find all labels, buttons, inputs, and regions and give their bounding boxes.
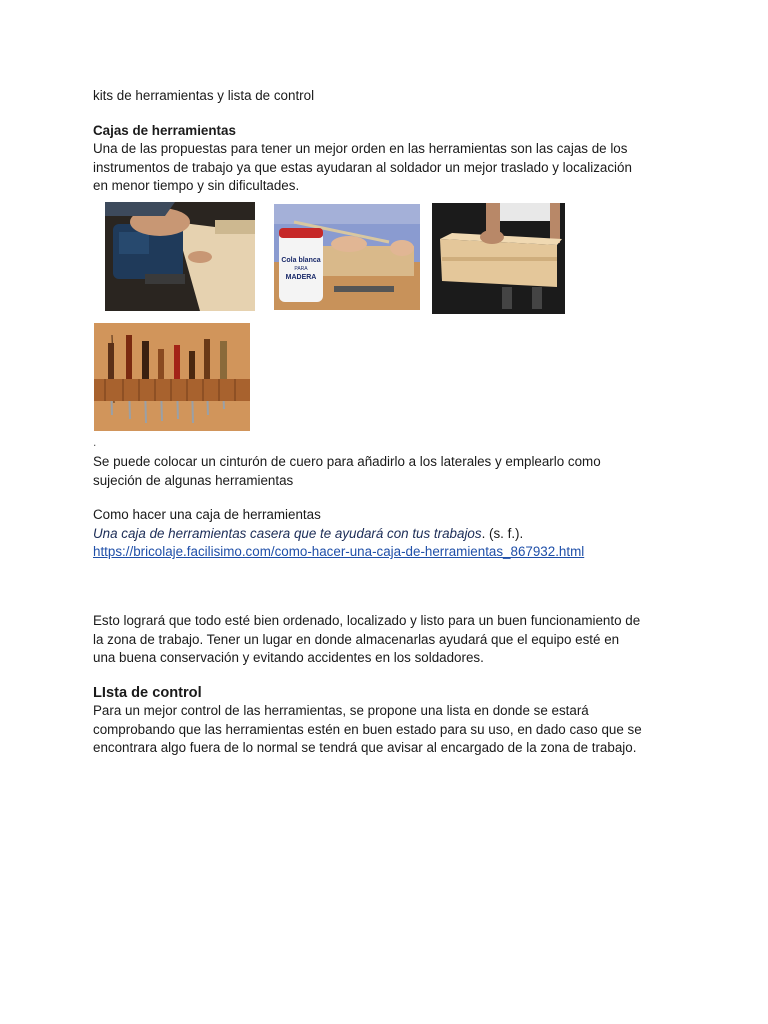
reference-intro: Como hacer una caja de herramientas [93,507,321,522]
paragraph-line: comprobando que las herramientas estén en buen estado para su uso, en dado caso que se [93,721,642,737]
citation-title: Una caja de herramientas casera que te ayudará con tus trabajos [93,525,482,541]
citation-suffix: . (s. f.). [481,525,524,541]
wooden-toolbox-photo [432,203,565,314]
section-heading-cajas: Cajas de herramientas [93,123,236,138]
document-title: kits de herramientas y lista de control [93,88,315,103]
leather-tool-belt-photo [94,323,250,431]
jar-label-line2: PARA [294,266,308,272]
citation-link[interactable]: https://bricolaje.facilisimo.com/como-hacer-una-caja-de-herramientas_867932.html [93,544,585,560]
paragraph-line: sujeción de algunas herramientas [93,472,294,488]
paragraph-line: Se puede colocar un cinturón de cuero para añadirlo a los laterales y emplearlo como [93,454,601,469]
paragraph-line: la zona de trabajo. Tener un lugar en donde almacenarlas ayudará que el equipo esté en [93,631,620,647]
section-lista-control [93,684,693,758]
citation-line [93,525,713,544]
jigsaw-photo [105,202,255,311]
paragraph-line: Esto logrará que todo esté bien ordenado, localizado y listo para un buen funcionamiento de [93,613,641,628]
paragraph-line: instrumentos de trabajo ya que estas ayudaran al soldador un mejor traslado y localización [93,159,632,175]
conclusion-paragraph [93,612,693,668]
belt-paragraph [93,453,693,490]
glue-jar-photo [274,204,420,310]
citation-url-line [93,543,713,562]
jar-label-line3: MADERA [285,274,317,281]
stray-period: . [93,435,97,449]
section-heading-lista: LIsta de control [93,685,202,701]
paragraph-line: en menor tiempo y sin dificultades. [93,178,300,194]
paragraph-line: una buena conservación y evitando accidentes en los soldadores. [93,650,484,666]
jar-label-line1: Cola blanca [281,257,321,264]
paragraph-line: Una de las propuestas para tener un mejor orden en las herramientas son las cajas de los [93,141,628,156]
paragraph-line: encontrara algo fuera de lo normal se tendrá que avisar al encargado de la zona de trabajo. [93,740,637,756]
section-cajas [93,122,693,196]
reference-block [93,506,713,562]
paragraph-line: Para un mejor control de las herramientas, se propone una lista en donde se estará [93,703,589,718]
